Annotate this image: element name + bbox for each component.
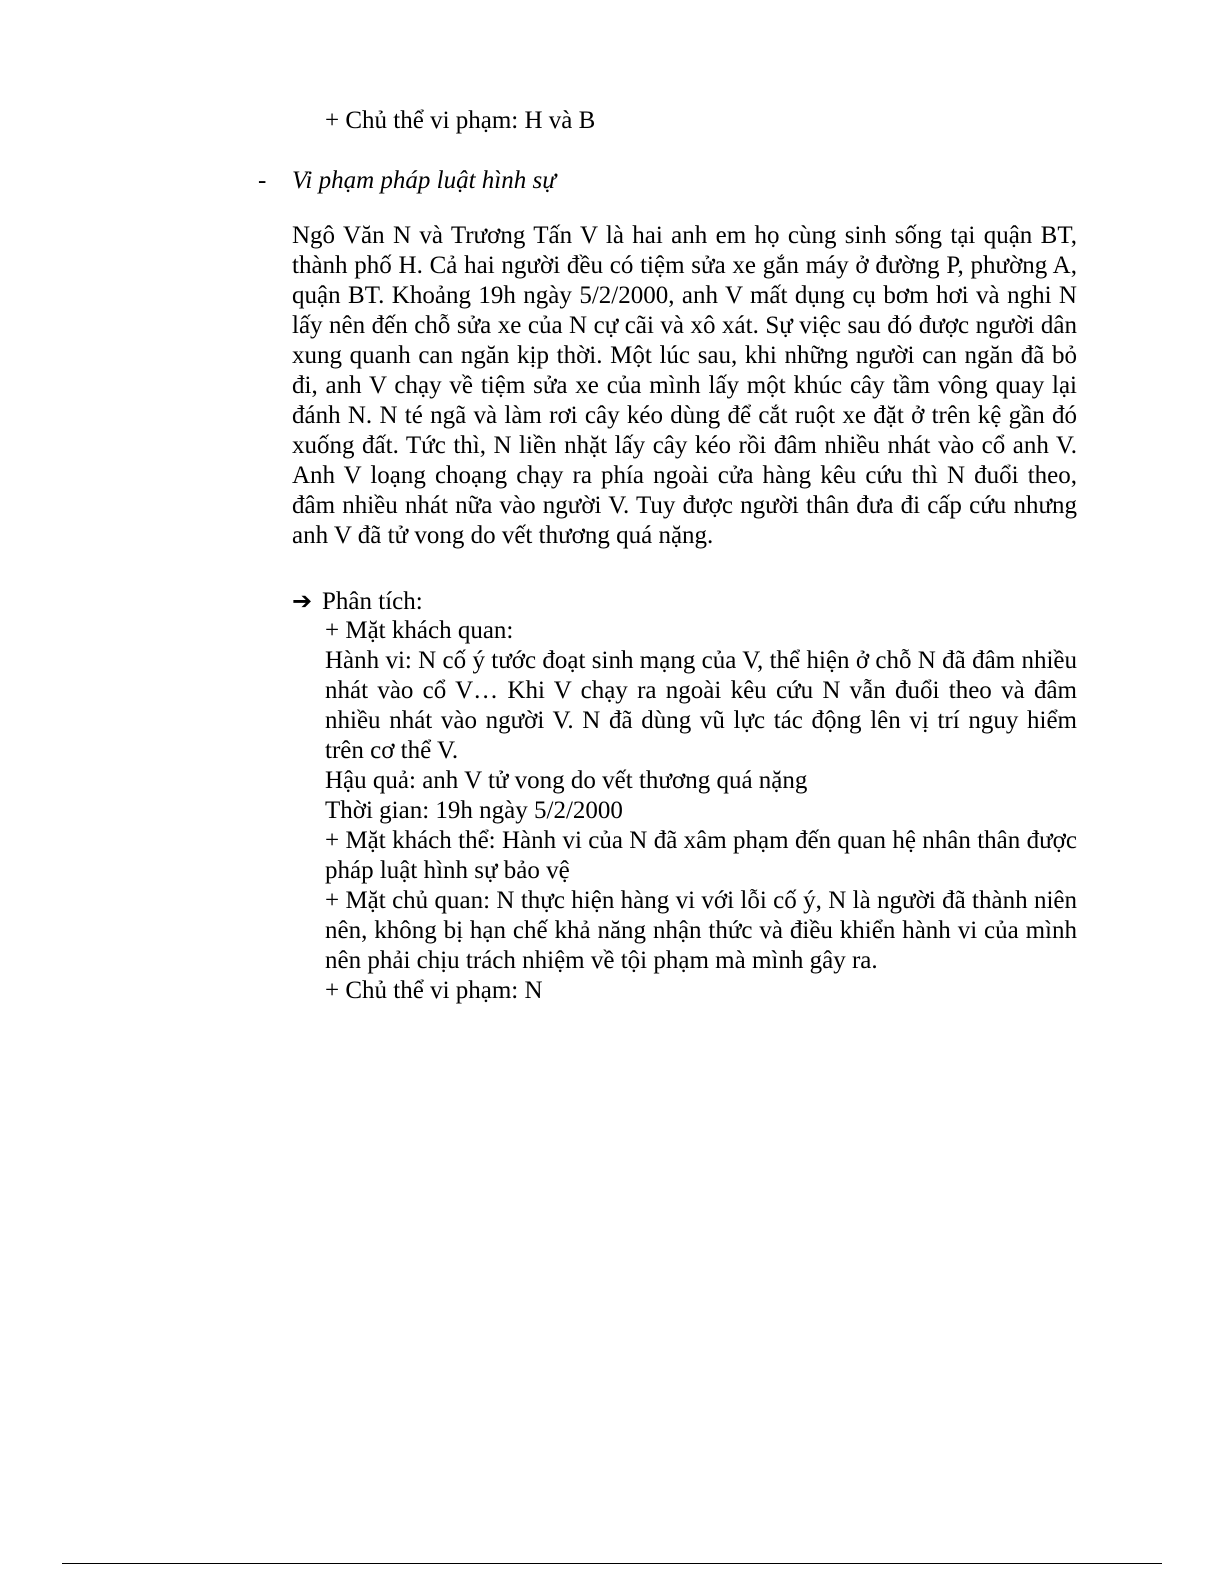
analysis-heading-label: Phân tích:	[322, 588, 423, 615]
arrow-right-icon: ➔	[292, 587, 313, 615]
page-bottom-divider	[62, 1563, 1162, 1564]
analysis-item-object: + Mặt khách thể: Hành vi của N đã xâm phạm đến quan hệ nhân thân được pháp luật hình sự bảo vệ	[325, 827, 1077, 884]
analysis-item-consequence: Hậu quả: anh V tử vong do vết thương quá nặng	[325, 767, 808, 794]
analysis-item-subjective: + Mặt chủ quan: N thực hiện hàng vi với lỗi cố ý, N là người đã thành niên nên, không bị hạn chế khả năng nhận thức và điều khiển hành vi của mình nên phải chịu trách nhiệm về tội phạm mà mình gây ra.	[325, 887, 1077, 974]
analysis-item-behavior: Hành vi: N cố ý tước đoạt sinh mạng của V, thể hiện ở chỗ N đã đâm nhiều nhát vào cổ V… Khi V chạy ra ngoài kêu cứu N vẫn đuổi theo và đâm nhiều nhát vào người V. N đã dùng vũ lực tác động lên vị trí nguy hiểm trên cơ thể V.	[325, 647, 1077, 764]
case-description: Ngô Văn N và Trương Tấn V là hai anh em họ cùng sinh sống tại quận BT, thành phố H. Cả hai người đều có tiệm sửa xe gắn máy ở đường P, phường A, quận BT. Khoảng 19h ngày 5/2/2000, anh V mất dụng cụ bơm hơi và nghi N lấy nên đến chỗ sửa xe của N cự cãi và xô xát. Sự việc sau đó được người dân xung quanh can ngăn kịp thời. Một lúc sau, khi những người can ngăn đã bỏ đi, anh V chạy về tiệm sửa xe của mình lấy một khúc cây tầm vông quay lại đánh N. N té ngã và làm rơi cây kéo dùng để cắt ruột xe đặt ở trên kệ gần đó xuống đất. Tức thì, N liền nhặt lấy cây kéo rồi đâm nhiều nhát vào cổ anh V. Anh V loạng choạng chạy ra phía ngoài cửa hàng kêu cứu thì N đuổi theo, đâm nhiều nhát nữa vào người V. Tuy được người thân đưa đi cấp cứu nhưng anh V đã tử vong do vết thương quá nặng.	[292, 222, 1077, 549]
section-title: Vi phạm pháp luật hình sự	[292, 167, 556, 194]
analysis-heading	[292, 586, 423, 617]
analysis-item-time: Thời gian: 19h ngày 5/2/2000	[325, 797, 623, 824]
analysis-list	[325, 616, 1077, 1006]
section-bullet: -	[258, 167, 267, 194]
analysis-item-objective: + Mặt khách quan:	[325, 617, 514, 644]
analysis-item-subject: + Chủ thể vi phạm: N	[325, 977, 543, 1004]
previous-subject-item: + Chủ thể vi phạm: H và B	[325, 107, 596, 134]
